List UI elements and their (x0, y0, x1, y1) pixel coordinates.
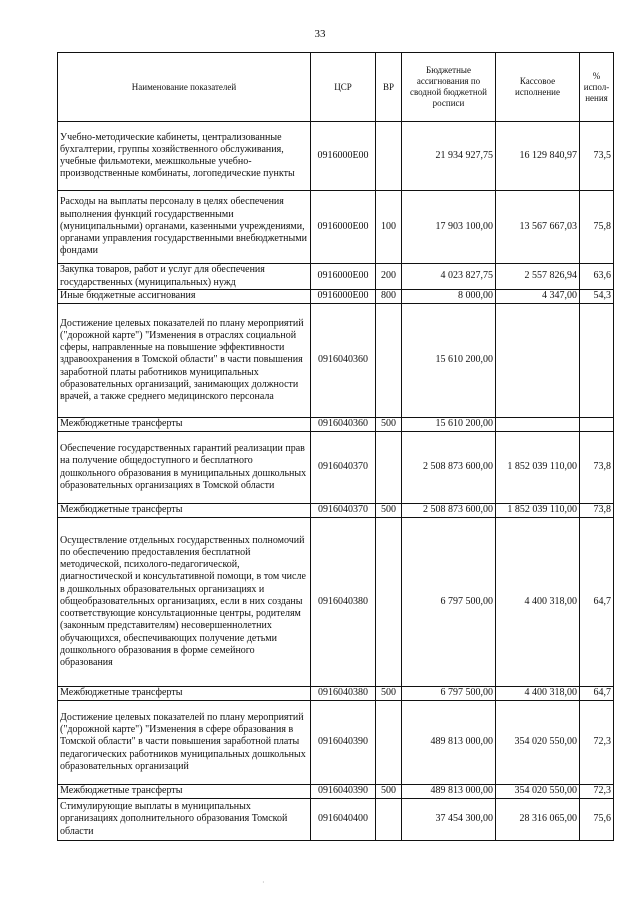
row-name: Межбюджетные трансферты (58, 418, 311, 432)
row-name: Учебно-методические кабинеты, централизованные бухгалтерии, группы хозяйственного обслуживания, учебные фильмотеки, межшкольные учебно-производственные комбинаты, логопедические пункты (58, 122, 311, 191)
table-row (58, 687, 614, 701)
row-csr: 0916040380 (311, 518, 376, 687)
table-row (58, 290, 614, 304)
row-budget: 37 454 300,00 (402, 799, 496, 841)
table-row (58, 518, 614, 687)
row-cash: 4 347,00 (496, 290, 580, 304)
row-pct: 75,8 (580, 191, 614, 264)
row-budget: 2 508 873 600,00 (402, 432, 496, 504)
row-cash (496, 304, 580, 418)
row-pct (580, 418, 614, 432)
row-vr (376, 432, 402, 504)
row-name: Межбюджетные трансферты (58, 687, 311, 701)
row-budget: 17 903 100,00 (402, 191, 496, 264)
row-name: Межбюджетные трансферты (58, 785, 311, 799)
row-pct: 73,8 (580, 504, 614, 518)
row-name: Межбюджетные трансферты (58, 504, 311, 518)
table-row (58, 785, 614, 799)
row-budget: 6 797 500,00 (402, 687, 496, 701)
row-cash: 16 129 840,97 (496, 122, 580, 191)
row-csr: 0916040380 (311, 687, 376, 701)
row-name: Иные бюджетные ассигнования (58, 290, 311, 304)
row-csr: 0916040370 (311, 504, 376, 518)
row-name: Достижение целевых показателей по плану мероприятий ("дорожной карте") "Изменения в отраслях социальной сферы, направленные на повышение эффективности здравоохранения в Томской области" в части повышения заработной платы работников муниципальных образовательных организаций, занимающих должности врачей, а также среднего медицинского персонала (58, 304, 311, 418)
row-pct (580, 304, 614, 418)
row-cash: 13 567 667,03 (496, 191, 580, 264)
row-name: Стимулирующие выплаты в муниципальных организациях дополнительного образования Томской области (58, 799, 311, 841)
row-budget: 21 934 927,75 (402, 122, 496, 191)
row-budget: 6 797 500,00 (402, 518, 496, 687)
row-cash: 4 400 318,00 (496, 518, 580, 687)
table-row (58, 191, 614, 264)
row-pct: 64,7 (580, 518, 614, 687)
row-name: Обеспечение государственных гарантий реализации прав на получение общедоступного и бесплатного дошкольного образования в муниципальных дошкольных образовательных организациях в Томской области (58, 432, 311, 504)
row-vr: 500 (376, 504, 402, 518)
row-csr: 0916040370 (311, 432, 376, 504)
row-vr (376, 518, 402, 687)
row-budget: 489 813 000,00 (402, 785, 496, 799)
table-row (58, 504, 614, 518)
header-vr: ВР (376, 53, 402, 122)
row-csr: 0916040360 (311, 418, 376, 432)
row-pct: 73,5 (580, 122, 614, 191)
row-csr: 0916040400 (311, 799, 376, 841)
row-vr (376, 122, 402, 191)
row-vr (376, 701, 402, 785)
row-name: Расходы на выплаты персоналу в целях обеспечения выполнения функций государственными (муниципальными) органами, казенными учреждениями, органами управления государственными внебюджетными фондами (58, 191, 311, 264)
row-cash: 1 852 039 110,00 (496, 504, 580, 518)
table-row (58, 418, 614, 432)
row-csr: 0916000Е00 (311, 122, 376, 191)
row-pct: 73,8 (580, 432, 614, 504)
row-vr: 500 (376, 687, 402, 701)
row-budget: 15 610 200,00 (402, 418, 496, 432)
row-cash: 354 020 550,00 (496, 701, 580, 785)
scan-speck: · (262, 878, 265, 887)
page-number: 33 (314, 28, 326, 40)
row-budget: 15 610 200,00 (402, 304, 496, 418)
row-name: Достижение целевых показателей по плану мероприятий ("дорожной карте") "Изменения в сфере образования в Томской области" в части повышения заработной платы педагогических работников муниципальных дошкольных образовательных организаций (58, 701, 311, 785)
row-vr: 500 (376, 418, 402, 432)
table-row (58, 264, 614, 290)
row-vr (376, 304, 402, 418)
row-cash: 2 557 826,94 (496, 264, 580, 290)
table-row (58, 432, 614, 504)
row-vr: 100 (376, 191, 402, 264)
row-csr: 0916000Е00 (311, 191, 376, 264)
table-row (58, 122, 614, 191)
row-csr: 0916000Е00 (311, 290, 376, 304)
header-name: Наименование показателей (58, 53, 311, 122)
budget-execution-table (57, 52, 614, 841)
row-name: Закупка товаров, работ и услуг для обеспечения государственных (муниципальных) нужд (58, 264, 311, 290)
row-pct: 64,7 (580, 687, 614, 701)
row-vr: 200 (376, 264, 402, 290)
table-row (58, 799, 614, 841)
row-csr: 0916000Е00 (311, 264, 376, 290)
row-pct: 63,6 (580, 264, 614, 290)
row-cash (496, 418, 580, 432)
header-csr: ЦСР (311, 53, 376, 122)
table-header-row (58, 53, 614, 122)
row-budget: 489 813 000,00 (402, 701, 496, 785)
row-cash: 354 020 550,00 (496, 785, 580, 799)
row-csr: 0916040390 (311, 701, 376, 785)
row-cash: 28 316 065,00 (496, 799, 580, 841)
header-budget: Бюджетные ассигнования по сводной бюджетной росписи (402, 53, 496, 122)
row-pct: 72,3 (580, 701, 614, 785)
row-budget: 8 000,00 (402, 290, 496, 304)
table-row (58, 701, 614, 785)
row-name: Осуществление отдельных государственных полномочий по обеспечению предоставления бесплатной методической, психолого-педагогической, диагностической и консультативной помощи, в том числе в дошкольных образовательных организациях и общеобразовательных организациях, если в них созданы соответствующие консультационные центры, родителям (законным представителям) несовершеннолетних обучающихся, обеспечивающих получение детьми дошкольного образования в форме семейного образования (58, 518, 311, 687)
row-budget: 2 508 873 600,00 (402, 504, 496, 518)
row-pct: 54,3 (580, 290, 614, 304)
table-row (58, 304, 614, 418)
row-cash: 4 400 318,00 (496, 687, 580, 701)
row-vr (376, 799, 402, 841)
row-budget: 4 023 827,75 (402, 264, 496, 290)
row-vr: 800 (376, 290, 402, 304)
row-pct: 75,6 (580, 799, 614, 841)
header-pct: % испол-нения (580, 53, 614, 122)
header-cash: Кассовое исполнение (496, 53, 580, 122)
row-vr: 500 (376, 785, 402, 799)
row-csr: 0916040390 (311, 785, 376, 799)
row-cash: 1 852 039 110,00 (496, 432, 580, 504)
row-csr: 0916040360 (311, 304, 376, 418)
row-pct: 72,3 (580, 785, 614, 799)
